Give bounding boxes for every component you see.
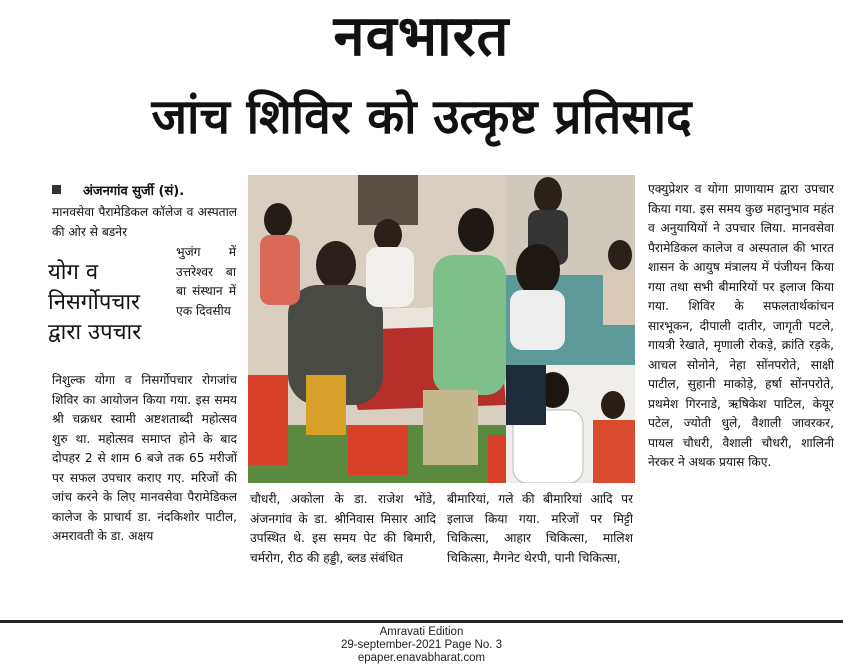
- article-subhead: योग व निसर्गोपचार द्वारा उपचार: [48, 260, 142, 345]
- edition-footer: [0, 626, 843, 665]
- column-2-bottom: चौधरी, अकोला के डा. राजेश भोंडे, अंजनगांव के डा. श्रीनिवास मिसार आदि उपस्थित थे. इस समय पेट की बिमारी, चर्मरोग, रीठ की हड्डी, ब्लड संबंधित: [250, 492, 436, 565]
- dateline-text: अंजनगांव सुर्जी (सं).: [83, 184, 185, 199]
- column-1-narrow: भुजंग में उत्तरेश्वर बा बा संस्थान में एक दिवसीय: [176, 245, 236, 318]
- column-1-intro: मानवसेवा पैरामेडिकल कॉलेज व अस्पताल की ओर से बडनेर: [52, 205, 237, 239]
- footer-site-link[interactable]: epaper.enavabharat.com: [357, 652, 486, 664]
- column-4: एक्युप्रेशर व योगा प्राणायाम द्वारा उपचार किया गया. इस समय कुछ महानुभाव महंत व अनुयायियों ने उपचार लिया. मानवसेवा पैरामेडिकल कालेज व अस्पताल की भारत शासन के आयुष मंत्रालय में पंजीयन किया गया तथा सभी बीमारियों पर इलाज किया गया. शिविर के सफलतार्थकांचन सारभूकन, दीपाली दातीर, जागृती पटले, गायत्री रेखाते, मृणाली रोकड़े, क्रांति रड़के, आचल सोनोने, नेहा सोंनपरोते, साक्षी पाटील, सुहानी माकोड़े, हर्षा सोंनपरोते, प्रथमेश गिरनाडे, ऋषिकेश पाटिल, केयूर पटेल, ज्योती धुले, वैशाली जावरकर, पायल चौधरी, वैशाली चौधरी, शालिनी नेरकर ने अथक प्रयास किए.: [648, 182, 834, 469]
- footer-date-page: 29-september-2021 Page No. 3: [340, 639, 503, 651]
- column-3-bottom: बीमारियां, गले की बीमारियां आदि पर इलाज किया गया. मरिजों पर मिट्टी चिकित्सा, आहार चिकित्सा, मालिश चिकित्सा, मैगनेट थेरपी, पानी चिकित्सा,: [447, 492, 633, 565]
- footer-edition: Amravati Edition: [379, 626, 464, 638]
- newspaper-masthead: नवभारत: [333, 4, 510, 69]
- bullet-icon: [52, 185, 61, 194]
- article-dateline: [52, 181, 184, 199]
- column-1-body: निशुल्क योगा व निसर्गोपचार रोगजांच शिविर का आयोजन किया गया. इस समय श्री चक्रधर स्वामी अष्टशताब्दी महोत्सव शुरु था. महोत्सव समाप्त होने के बाद दोपहर 2 से शाम 6 बजे तक 65 मरीजों पर सफल उपचार कराए गए. मरिजों की जांच करने के लिए मानवसेवा पैरामेडिकल कालेज के प्राचार्य डा. नंदकिशोर पाटील, अमरावती के डा. अक्षय: [52, 373, 237, 543]
- article-headline: जांच शिविर को उत्कृष्ट प्रतिसाद: [151, 89, 692, 145]
- article-photo-collage: [248, 175, 635, 483]
- camp-photo-image: [248, 175, 635, 483]
- footer-divider: [0, 620, 843, 623]
